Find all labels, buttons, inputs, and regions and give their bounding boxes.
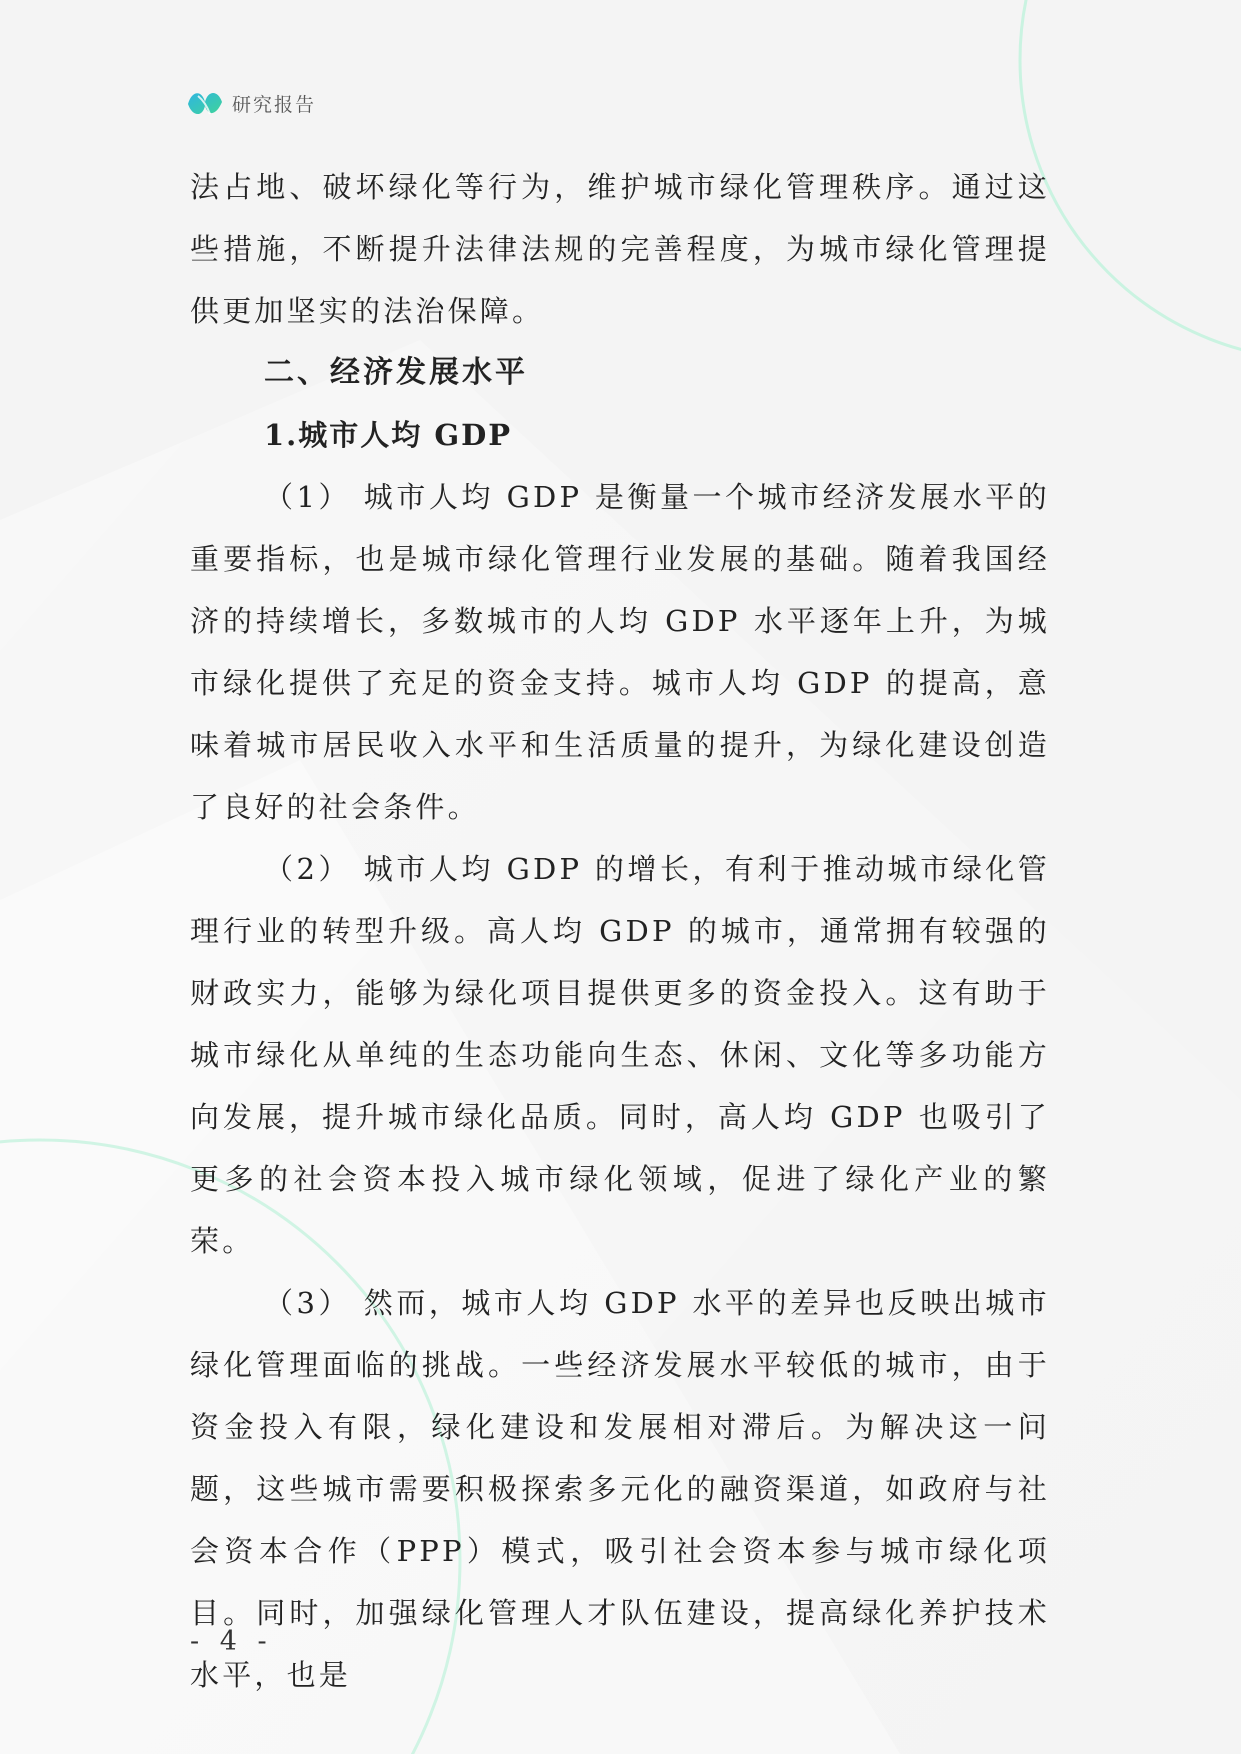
report-header xyxy=(186,86,316,120)
subsection-heading: 1.城市人均 GDP xyxy=(264,418,513,452)
section-heading: 二、经济发展水平 xyxy=(264,355,528,390)
header-title: 研究报告 xyxy=(232,93,317,116)
page-number: - 4 - xyxy=(190,1626,273,1657)
paragraph-1: （1） 城市人均 GDP 是衡量一个城市经济发展水平的重要指标，也是城市绿化管理行业发展的基础。随着我国经济的持续增长，多数城市的人均 GDP 水平逐年上升，为城市绿化提供了充足的资金支持。城市人均 GDP 的提高，意味着城市居民收入水平和生活质量的提升，为绿化建设创造了良好的社会条件。 xyxy=(190,480,1050,824)
paragraph-intro: 法占地、破坏绿化等行为，维护城市绿化管理秩序。通过这些措施，不断提升法律法规的完善程度，为城市绿化管理提供更加坚实的法治保障。 xyxy=(190,170,1050,328)
paragraph-3: （3） 然而，城市人均 GDP 水平的差异也反映出城市绿化管理面临的挑战。一些经济发展水平较低的城市，由于资金投入有限，绿化建设和发展相对滞后。为解决这一问题，这些城市需要积极探索多元化的融资渠道，如政府与社会资本合作（PPP）模式，吸引社会资本参与城市绿化项目。同时，加强绿化管理人才队伍建设，提高绿化养护技术水平，也是 xyxy=(190,1286,1050,1692)
document-body xyxy=(190,156,1050,1706)
paragraph-2: （2） 城市人均 GDP 的增长，有利于推动城市绿化管理行业的转型升级。高人均 GDP 的城市，通常拥有较强的财政实力，能够为绿化项目提供更多的资金投入。这有助于城市绿化从单纯的生态功能向生态、休闲、文化等多功能方向发展，提升城市绿化品质。同时，高人均 GDP 也吸引了更多的社会资本投入城市绿化领域，促进了绿化产业的繁荣。 xyxy=(190,852,1050,1258)
leaf-logo-icon xyxy=(186,86,224,120)
